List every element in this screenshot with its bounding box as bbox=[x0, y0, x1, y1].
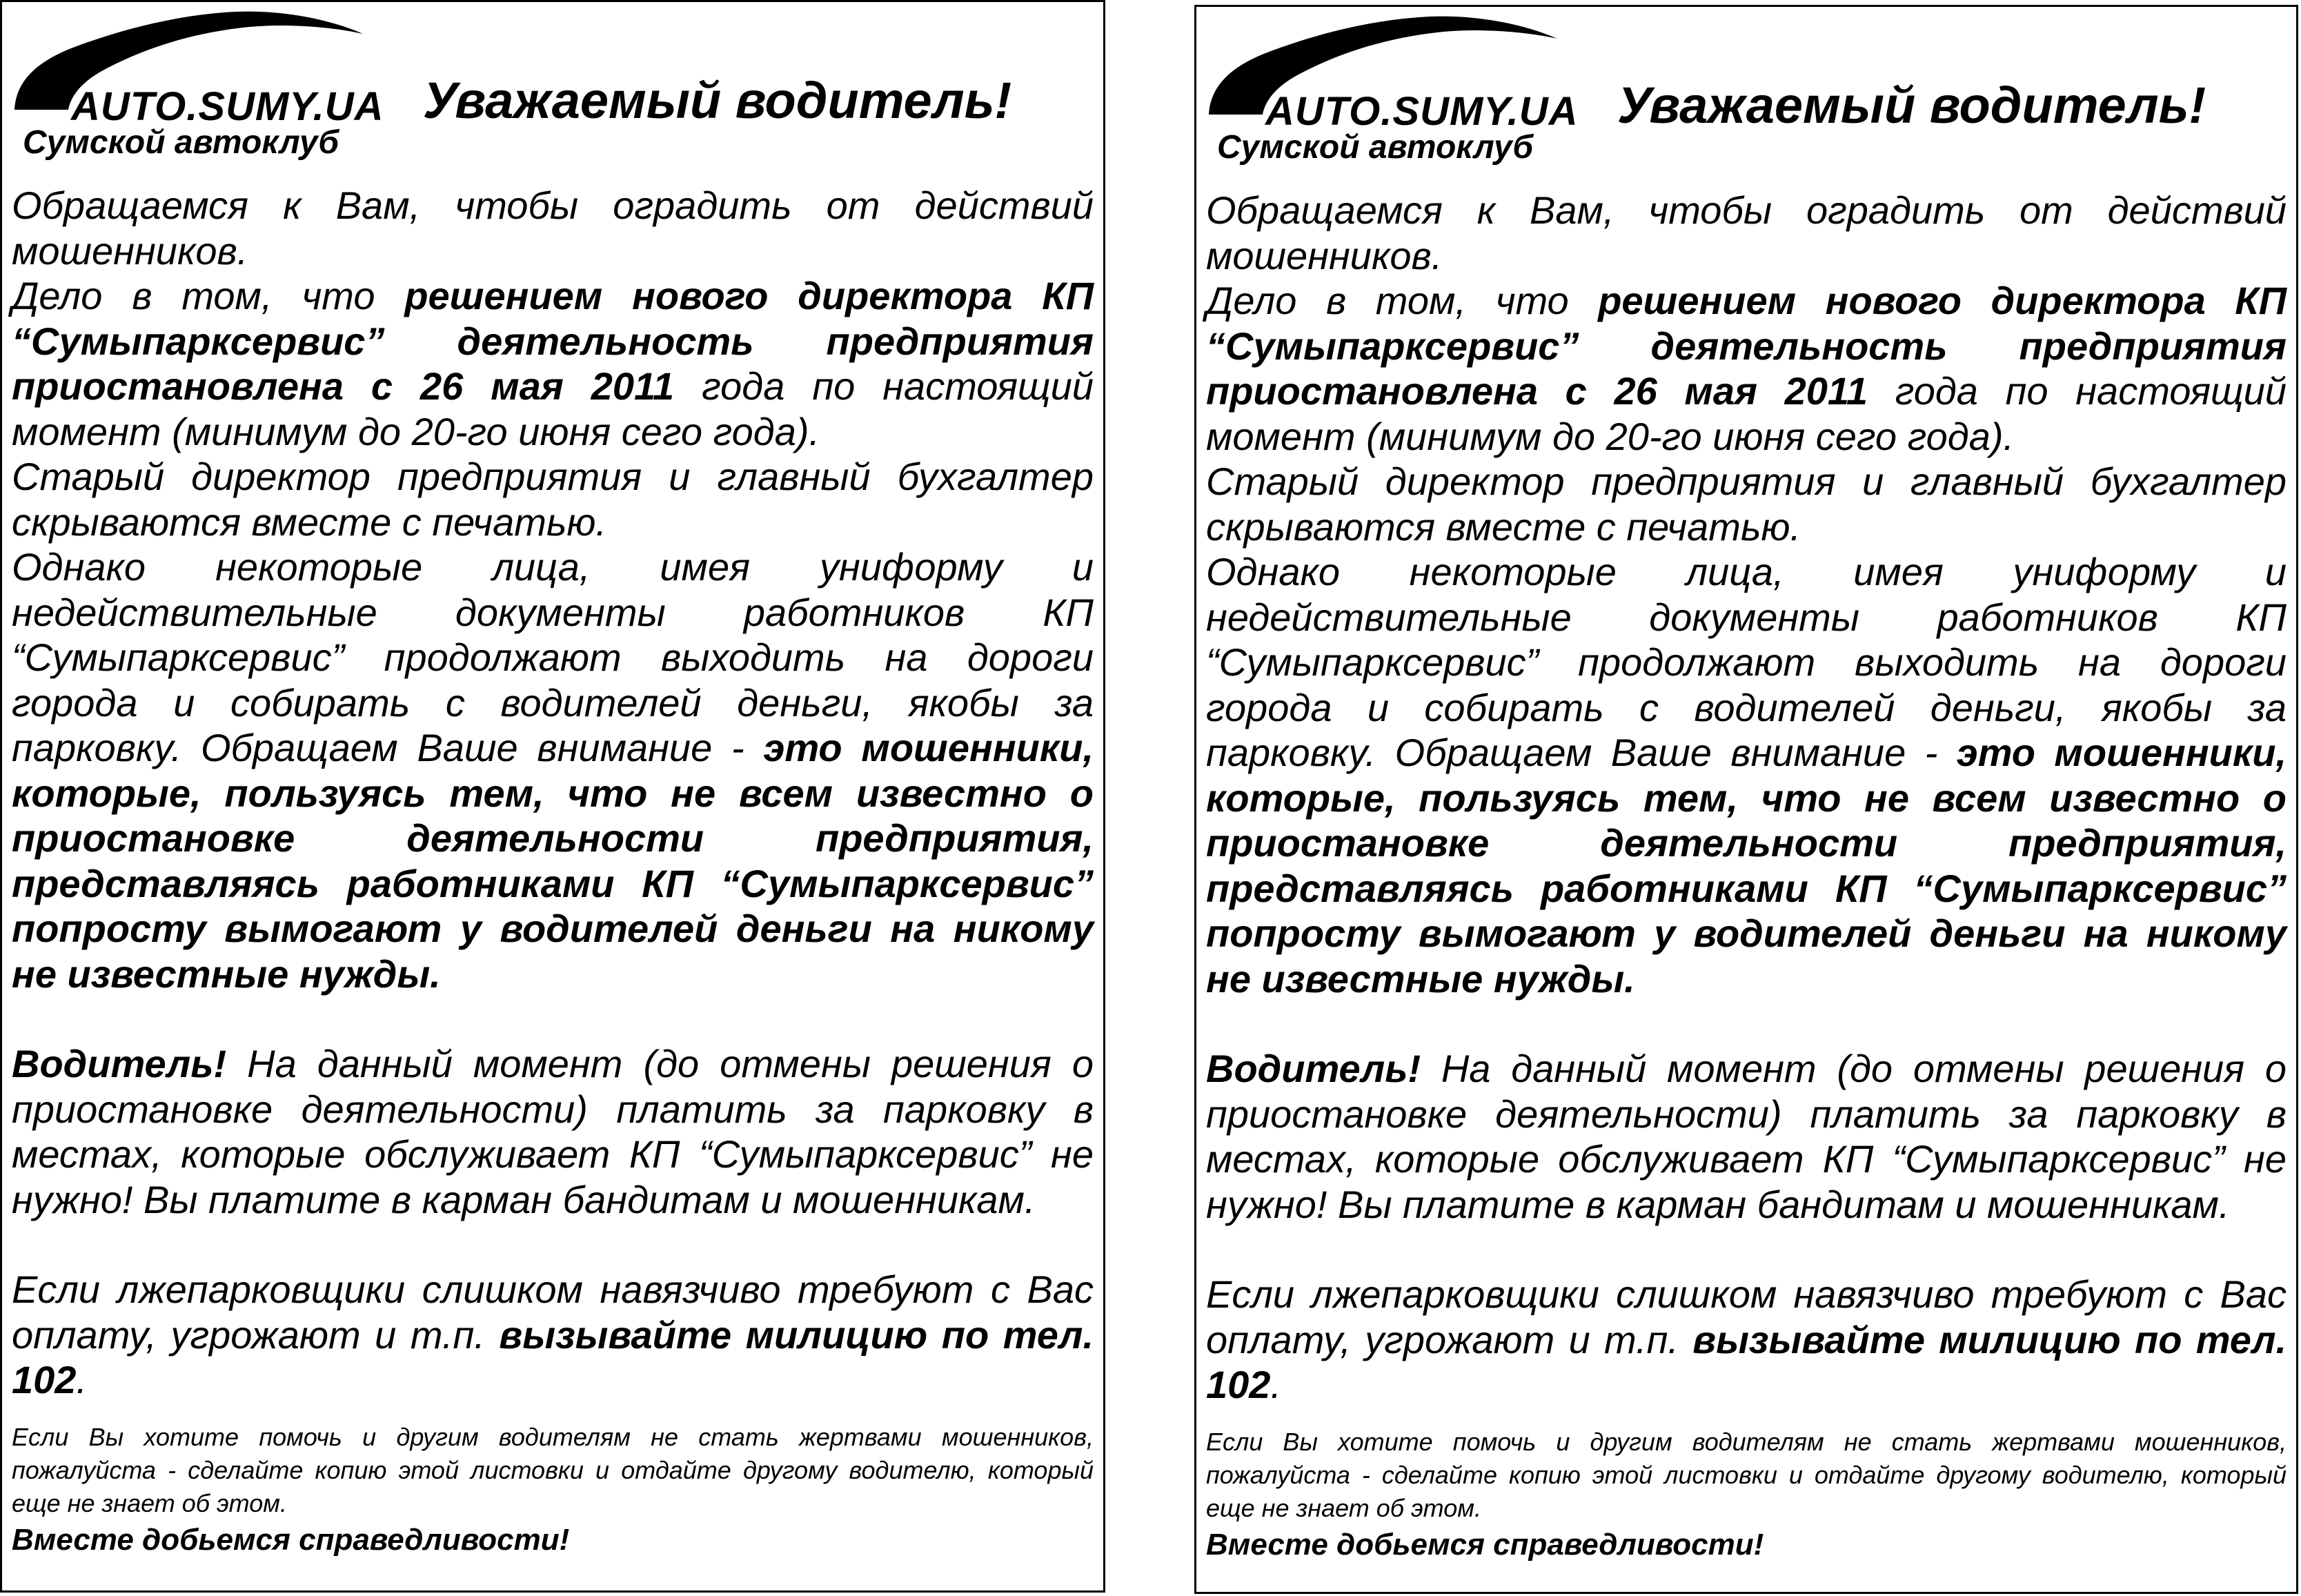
text-span: На данный момент (до отмены решения о приостановке деятельности) платить за парковку в местах, которые обслуживает КП “Сумыпарксервис” не нужно! Вы платите в карман бандитам и мошенникам. bbox=[12, 1042, 1094, 1221]
flyer-left bbox=[0, 0, 1105, 1593]
text-span: Если лжепарковщики слишком навязчиво требуют с Вас оплату, угрожают и т.п. bbox=[1206, 1272, 2287, 1361]
paragraph-suspension bbox=[12, 273, 1094, 454]
flyer-body bbox=[1206, 188, 2287, 1565]
logo bbox=[1202, 11, 1588, 170]
paragraph-note: Если Вы хотите помочь и другим водителям не стать жертвами мошенников, пожалуйста - сделайте копию этой листовки и отдайте другому водителю, который еще не знает об этом. bbox=[12, 1422, 1094, 1517]
bold-span: это мошенники, которые, пользуясь тем, что не всем известно о приостановке деятельности предприятия, представляясь работниками КП “Сумыпарксервис” попросту вымогают у водителей деньги на никому не известные нужды. bbox=[12, 726, 1094, 996]
closing-line: Вместе добьемся справедливости! bbox=[1206, 1527, 1764, 1561]
text-span: Дело в том, что bbox=[12, 274, 405, 317]
logo-club-name: Сумской автоклуб bbox=[1217, 129, 1534, 166]
paragraph-driver bbox=[1206, 1046, 2287, 1227]
flyer-right bbox=[1194, 5, 2298, 1594]
text-span: года по настоящий момент (минимум до 20-го июня сего года). bbox=[1206, 369, 2287, 458]
paragraph-fraud bbox=[12, 544, 1094, 996]
text-span: . bbox=[76, 1358, 87, 1401]
bold-span: Водитель! bbox=[12, 1042, 227, 1085]
text-span: Дело в том, что bbox=[1206, 279, 1599, 322]
paragraph-intro: Обращаемся к Вам, чтобы оградить от действий мошенников. bbox=[12, 184, 1094, 273]
paragraph-police bbox=[1206, 1272, 2287, 1408]
paragraph-suspension bbox=[1206, 278, 2287, 459]
text-span: Если лжепарковщики слишком навязчиво требуют с Вас оплату, угрожают и т.п. bbox=[12, 1268, 1094, 1357]
logo-site-name: AUTO.SUMY.UA bbox=[71, 84, 384, 129]
logo-site-name: AUTO.SUMY.UA bbox=[1265, 89, 1579, 134]
text-span: года по настоящий момент (минимум до 20-го июня сего года). bbox=[12, 364, 1094, 453]
paragraph-driver bbox=[12, 1041, 1094, 1222]
paragraph-fraud bbox=[1206, 549, 2287, 1001]
bold-span: вызывайте милицию по тел. 102 bbox=[12, 1312, 1094, 1401]
closing-line: Вместе добьемся справедливости! bbox=[12, 1522, 570, 1557]
text-span: . bbox=[1270, 1363, 1281, 1406]
paragraph-director: Старый директор предприятия и главный бухгалтер скрываются вместе с печатью. bbox=[1206, 460, 2287, 549]
paragraph-intro: Обращаемся к Вам, чтобы оградить от действий мошенников. bbox=[1206, 188, 2287, 277]
bold-span: решением нового директора КП “Сумыпарксервис” деятельность предприятия приостановлена с 26 мая 2011 bbox=[1206, 279, 2287, 413]
text-span: Однако некоторые лица, имея униформу и недействительные документы работников КП “Сумыпарксервис” продолжают выходить на дороги города и собирать с водителей деньги, якобы за парковку. Обращаем Ваше внимание - bbox=[12, 545, 1094, 769]
paragraph-director: Старый директор предприятия и главный бухгалтер скрываются вместе с печатью. bbox=[12, 455, 1094, 544]
text-span: Однако некоторые лица, имея униформу и недействительные документы работников КП “Сумыпарксервис” продолжают выходить на дороги города и собирать с водителей деньги, якобы за парковку. Обращаем Ваше внимание - bbox=[1206, 550, 2287, 774]
logo-club-name: Сумской автоклуб bbox=[23, 124, 339, 161]
bold-span: Водитель! bbox=[1206, 1047, 1421, 1090]
bold-span: это мошенники, которые, пользуясь тем, что не всем известно о приостановке деятельности предприятия, представляясь работниками КП “Сумыпарксервис” попросту вымогают у водителей деньги на никому не известные нужды. bbox=[1206, 731, 2287, 1001]
headline: Уважаемый водитель! bbox=[1617, 77, 2206, 134]
paragraph-police bbox=[12, 1267, 1094, 1403]
bold-span: вызывайте милицию по тел. 102 bbox=[1206, 1317, 2287, 1406]
paragraph-note: Если Вы хотите помочь и другим водителям не стать жертвами мошенников, пожалуйста - сделайте копию этой листовки и отдайте другому водителю, который еще не знает об этом. bbox=[1206, 1427, 2287, 1522]
text-span: На данный момент (до отмены решения о приостановке деятельности) платить за парковку в местах, которые обслуживает КП “Сумыпарксервис” не нужно! Вы платите в карман бандитам и мошенникам. bbox=[1206, 1047, 2287, 1226]
headline: Уважаемый водитель! bbox=[423, 72, 1012, 129]
bold-span: решением нового директора КП “Сумыпарксервис” деятельность предприятия приостановлена с 26 мая 2011 bbox=[12, 274, 1094, 408]
logo bbox=[8, 6, 394, 165]
flyer-body bbox=[12, 183, 1094, 1560]
